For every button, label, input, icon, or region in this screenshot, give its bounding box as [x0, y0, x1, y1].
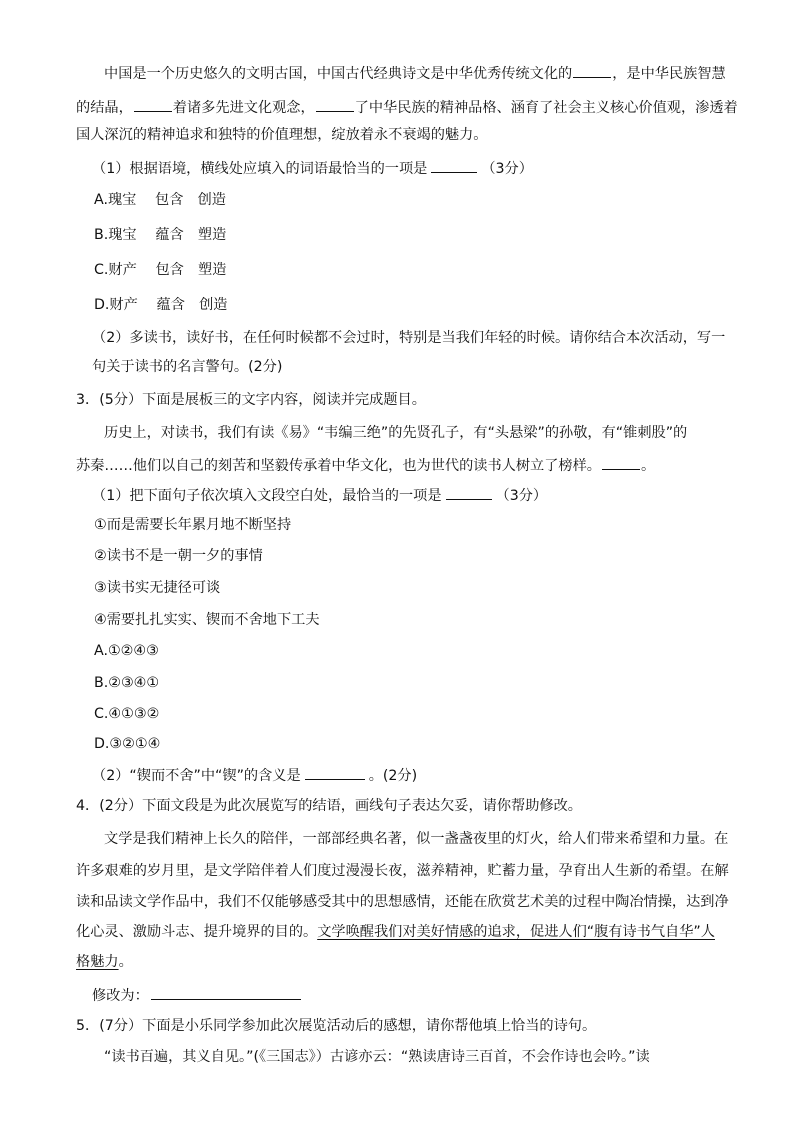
answer-blank[interactable]: [151, 985, 301, 1000]
question-4-passage-line-1: 文学是我们精神上长久的陪伴，一部部经典名著，似一盏盏夜里的灯火，给人们带来希望和力量。在: [104, 831, 729, 847]
passage-text: 化心灵、激励斗志、提升境界的目的。: [76, 924, 318, 940]
question-3-2-stem: [92, 765, 720, 786]
passage-text: 的结晶，: [76, 100, 133, 116]
answer-blank[interactable]: [134, 97, 172, 112]
question-5-passage-line-1: “读书百遍，其义自见。”(《三国志》）古谚亦云：“熟读唐诗三百首，不会作诗也会吟。”读: [104, 1049, 650, 1065]
question-4-passage-line-4: [76, 922, 720, 942]
answer-label: 修改为：: [92, 988, 149, 1004]
question-3-passage-line-1: 历史上，对读书，我们有读《易》“韦编三绝”的先贤孔子，有“头悬梁”的孙敬，有“锥刺股”的: [104, 425, 688, 441]
underlined-sentence: 文学唤醒我们对美好情感的追求，促进人们“腹有诗书气自华”人: [317, 924, 715, 940]
question-score: 。(2分): [368, 768, 418, 784]
answer-blank[interactable]: [446, 485, 492, 500]
answer-blank[interactable]: [431, 158, 477, 173]
question-3-1-stem: [92, 485, 720, 506]
passage-line-2: [76, 97, 738, 118]
answer-blank[interactable]: [316, 97, 354, 112]
answer-blank[interactable]: [305, 765, 365, 780]
underlined-sentence: 格魅力: [76, 954, 119, 970]
sentence-3: ③读书实无捷径可谈: [94, 580, 221, 596]
passage-line-3: 国人深沉的精神追求和独特的价值理想，绽放着永不衰竭的魅力。: [76, 127, 488, 143]
passage-text: 了中华民族的精神品格、涵育了社会主义核心价值观，渗透着: [354, 100, 738, 116]
question-4-passage-line-2: 许多艰难的岁月里，是文学陪伴着人们度过漫漫长夜，滋养精神，贮蓄力量，孕育出人生新的希望。在解: [76, 863, 729, 879]
question-4-heading: 4．(2分）下面文段是为此次展览写的结语，画线句子表达欠妥，请你帮助修改。: [76, 798, 582, 814]
question-text: （1）把下面句子依次填入文段空白处，最恰当的一项是: [92, 488, 442, 504]
question-score: （3分）: [481, 161, 533, 177]
option-a[interactable]: A.瑰宝 包含 创造: [94, 192, 226, 208]
question-3-heading: 3．(5分）下面是展板三的文字内容，阅读并完成题目。: [76, 392, 426, 408]
passage-text: 苏秦……他们以自己的刻苦和坚毅传承着中华文化，也为世代的读书人树立了榜样。: [76, 458, 601, 474]
sentence-4: ④需要扎扎实实、锲而不舍地下工夫: [94, 612, 320, 628]
question-2-1-stem: [92, 158, 720, 179]
sentence-1: ①而是需要长年累月地不断坚持: [94, 517, 292, 533]
passage-text: 着诸多先进文化观念，: [172, 100, 315, 116]
passage-text: 。: [118, 954, 133, 970]
question-2-2-line-1: （2）多读书，读好书，在任何时候都不会过时，特别是当我们年轻的时候。请你结合本次活动，写一: [92, 330, 726, 346]
option-a[interactable]: A.①②④③: [94, 643, 159, 659]
passage-text: ，是中华民族智慧: [612, 66, 726, 82]
option-c[interactable]: C.④①③②: [94, 706, 160, 722]
option-c[interactable]: C.财产 包含 塑造: [94, 262, 227, 278]
answer-line: [92, 985, 720, 1006]
question-4-passage-line-5: [76, 952, 720, 972]
passage-text: 。: [640, 458, 656, 474]
passage-text: 中国是一个历史悠久的文明古国，中国古代经典诗文是中华优秀传统文化的: [104, 66, 573, 82]
option-d[interactable]: D.③②①④: [94, 736, 161, 752]
option-b[interactable]: B.②③④①: [94, 675, 160, 691]
question-2-2-line-2: 句关于读书的名言警句。(2分): [92, 359, 283, 375]
question-4-passage-line-3: 读和品读文学作品中，我们不仅能够感受其中的思想感情，还能在欣赏艺术美的过程中陶冶情操，达到净: [76, 894, 729, 910]
answer-blank[interactable]: [573, 63, 611, 78]
question-5-heading: 5．(7分）下面是小乐同学参加此次展览活动后的感想，请你帮他填上恰当的诗句。: [76, 1018, 597, 1034]
option-d[interactable]: D.财产 蕴含 创造: [94, 297, 228, 313]
question-3-passage-line-2: [76, 455, 720, 476]
answer-blank[interactable]: [602, 455, 640, 470]
question-text: （2）“锲而不舍”中“锲”的含义是: [92, 768, 301, 784]
option-b[interactable]: B.瑰宝 蕴含 塑造: [94, 227, 227, 243]
question-text: （1）根据语境，横线处应填入的词语最恰当的一项是: [92, 161, 428, 177]
passage-line-1: [104, 63, 726, 84]
question-score: （3分）: [495, 488, 548, 504]
sentence-2: ②读书不是一朝一夕的事情: [94, 548, 263, 564]
